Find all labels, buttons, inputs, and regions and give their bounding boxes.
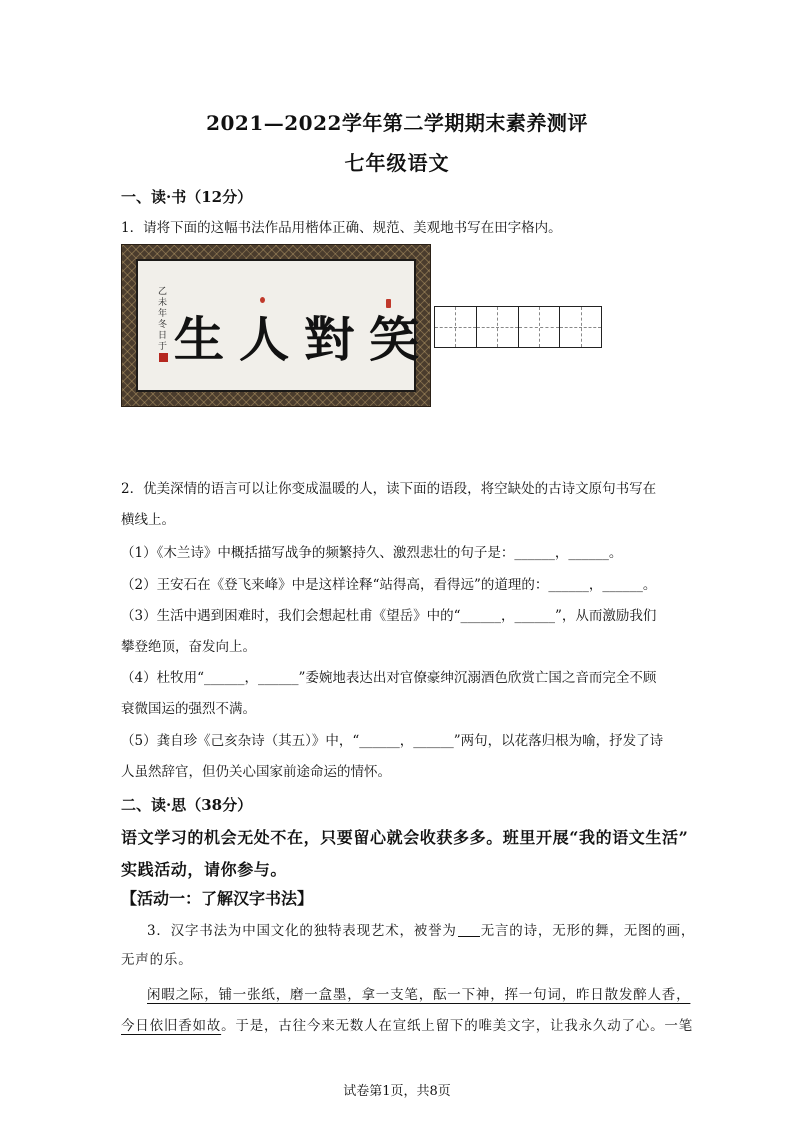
section-1-heading: 一、读·书（12分） xyxy=(121,188,253,206)
tianzige-cell[interactable] xyxy=(560,307,601,347)
calligraphy-text: 生人對笑 xyxy=(173,312,435,368)
question-2-item-2-line-1: （2）王安石在《登飞来峰》中是这样诠释“站得高，看得远”的道理的：______，______。 xyxy=(121,577,657,593)
tianzige-grid[interactable] xyxy=(434,306,602,348)
activity-1-heading: 【活动一：了解汉字书法】 xyxy=(121,889,314,908)
question-2-intro-line-1: 2．优美深情的语言可以让你变成温暖的人，读下面的语段，将空缺处的古诗文原句书写在 xyxy=(121,481,657,497)
page-footer: 试卷第1页，共8页 xyxy=(343,1084,451,1099)
question-2-item-3-line-1: （3）生活中遇到困难时，我们会想起杜甫《望岳》中的“______，______”，从而激励我们 xyxy=(121,608,657,624)
question-2-item-4-line-1: （4）杜牧用“______，______”委婉地表达出对官僚豪绅沉溺酒色欣赏亡国之音而完全不顾 xyxy=(121,670,657,686)
question-2-item-5-line-1: （5）龚自珍《己亥杂诗（其五）》中，“______，______”两句，以花落归根为喻，抒发了诗 xyxy=(121,733,664,749)
question-3-line-1-before: 3．汉字书法为中国文化的独特表现艺术，被誉为 xyxy=(147,923,457,939)
exam-title: 2021—2022学年第二学期期末素养测评 xyxy=(206,111,588,135)
question-2-item-1-line-1: （1）《木兰诗》中概括描写战争的频繁持久、激烈悲壮的句子是：______，______。 xyxy=(121,545,623,561)
question-2-item-4-line-2: 衰微国运的强烈不满。 xyxy=(121,701,256,717)
tianzige-cell[interactable] xyxy=(477,307,519,347)
question-3-line-4 xyxy=(121,1014,693,1034)
tianzige-cell[interactable] xyxy=(435,307,477,347)
question-3-line-1-after: 无言的诗，无形的舞，无图的画， xyxy=(480,923,696,939)
section-2-intro-line-1: 语文学习的机会无处不在，只要留心就会收获多多。班里开展“我的语文生活” xyxy=(121,828,689,847)
question-1-text: 1．请将下面的这幅书法作品用楷体正确、规范、美观地书写在田字格内。 xyxy=(121,220,562,236)
calligraphy-signature: 乙未年冬日于 xyxy=(158,287,168,352)
question-3-blank[interactable] xyxy=(458,922,480,937)
tianzige-cell[interactable] xyxy=(519,307,561,347)
exam-subtitle: 七年级语文 xyxy=(344,151,450,175)
section-2-intro-line-2: 实践活动，请你参与。 xyxy=(121,860,288,879)
question-3-underlined-line-1: 闲暇之际，铺一张纸，磨一盒墨，拿一支笔，酝一下神，挥一句词，昨日散发醉人香， xyxy=(147,987,691,1003)
question-2-intro-line-2: 横线上。 xyxy=(121,512,175,528)
signature-seal-icon xyxy=(159,353,168,362)
calligraphy-scroll xyxy=(121,244,435,407)
calligraphy-paper xyxy=(136,259,435,392)
question-3-underlined-part-2: 今日依旧香如故 xyxy=(121,1018,222,1034)
question-2-item-3-line-2: 攀登绝顶，奋发向上。 xyxy=(121,639,256,655)
question-3-line-4-rest: 。于是，古往今来无数人在宣纸上留下的唯美文字，让我永久动了心。一笔 xyxy=(221,1018,694,1034)
question-3-line-1 xyxy=(147,919,695,939)
question-3-line-2: 无声的乐。 xyxy=(121,952,193,968)
section-2-heading: 二、读·思（38分） xyxy=(121,796,253,814)
question-2-item-5-line-2: 人虽然辞官，但仍关心国家前途命运的情怀。 xyxy=(121,764,391,780)
